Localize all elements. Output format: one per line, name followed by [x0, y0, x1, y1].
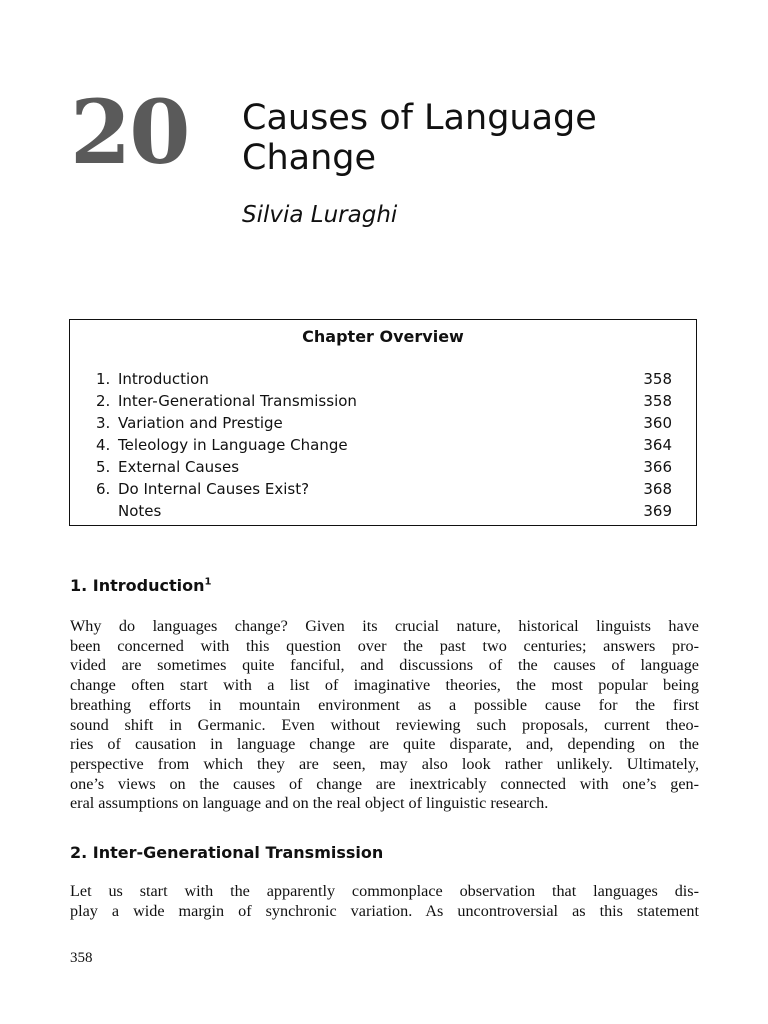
toc-page: 358: [643, 370, 672, 388]
toc-item-teleology: [70, 434, 696, 456]
text-line: sound shift in Germanic. Even without reviewing such proposals, current theo-: [70, 715, 699, 734]
paragraph-introduction: [70, 617, 699, 814]
toc-item-external-causes: [70, 456, 696, 478]
footnote-mark: 1: [204, 576, 212, 588]
chapter-title-line2: Change: [242, 138, 377, 178]
toc-label: Variation and Prestige: [118, 414, 283, 432]
toc-label: Notes: [118, 502, 162, 520]
text-line: vided are sometimes quite fanciful, and discussions of the causes of language: [70, 656, 699, 675]
toc-page: 366: [643, 458, 672, 476]
text-line: been concerned with this question over the past two centuries; answers pro-: [70, 636, 699, 655]
toc-label: Inter-Generational Transmission: [118, 392, 357, 410]
toc-page: 369: [643, 502, 672, 520]
toc-item-transmission: [70, 390, 696, 412]
text-line: Why do languages change? Given its crucial nature, historical linguists have: [70, 617, 699, 635]
heading-text: 1. Introduction: [70, 576, 205, 595]
toc-page: 368: [643, 480, 672, 498]
toc-label: Do Internal Causes Exist?: [118, 480, 310, 498]
chapter-title: [242, 98, 702, 178]
toc-number: 6.: [96, 480, 111, 498]
toc-label: External Causes: [118, 458, 240, 476]
toc-item-notes: [70, 500, 696, 522]
text-line: perspective from which they are seen, may also look rather unlikely. Ultimately,: [70, 754, 699, 773]
overview-title: Chapter Overview: [302, 327, 464, 346]
toc-number: 5.: [96, 458, 111, 476]
text-line: play a wide margin of synchronic variation. As uncontroversial as this statement: [70, 901, 699, 920]
chapter-title-line1: Causes of Language: [242, 98, 597, 138]
text-line: one’s views on the causes of change are inextricably connected with one’s gen-: [70, 774, 699, 793]
paragraph-transmission: [70, 882, 699, 921]
author-name: Silvia Luraghi: [242, 202, 398, 228]
section-heading-transmission: [70, 843, 383, 862]
toc-page: 358: [643, 392, 672, 410]
heading-text: 2. Inter-Generational Transmission: [70, 843, 384, 862]
chapter-number: 20: [70, 80, 189, 184]
text-line: ries of causation in language change are quite disparate, and, depending on the: [70, 735, 699, 754]
toc-page: 364: [643, 436, 672, 454]
text-line: Let us start with the apparently commonplace observation that languages dis-: [70, 882, 699, 900]
toc-item-internal-causes: [70, 478, 696, 500]
toc-label: Teleology in Language Change: [118, 436, 348, 454]
toc-page: 360: [643, 414, 672, 432]
toc-item-introduction: [70, 368, 696, 390]
text-line: breathing efforts in mountain environment as a possible cause for the first: [70, 695, 699, 714]
toc-number: 2.: [96, 392, 111, 410]
toc-label: Introduction: [118, 370, 209, 388]
page-number: 358: [70, 950, 93, 966]
toc-number: 4.: [96, 436, 111, 454]
toc-number: 3.: [96, 414, 111, 432]
text-line: change often start with a list of imaginative theories, the most popular being: [70, 676, 699, 695]
text-line: eral assumptions on language and on the real object of linguistic research.: [70, 794, 549, 813]
section-heading-introduction: [70, 576, 211, 595]
toc-item-variation: [70, 412, 696, 434]
toc-number: 1.: [96, 370, 111, 388]
chapter-overview-box: [69, 319, 697, 526]
